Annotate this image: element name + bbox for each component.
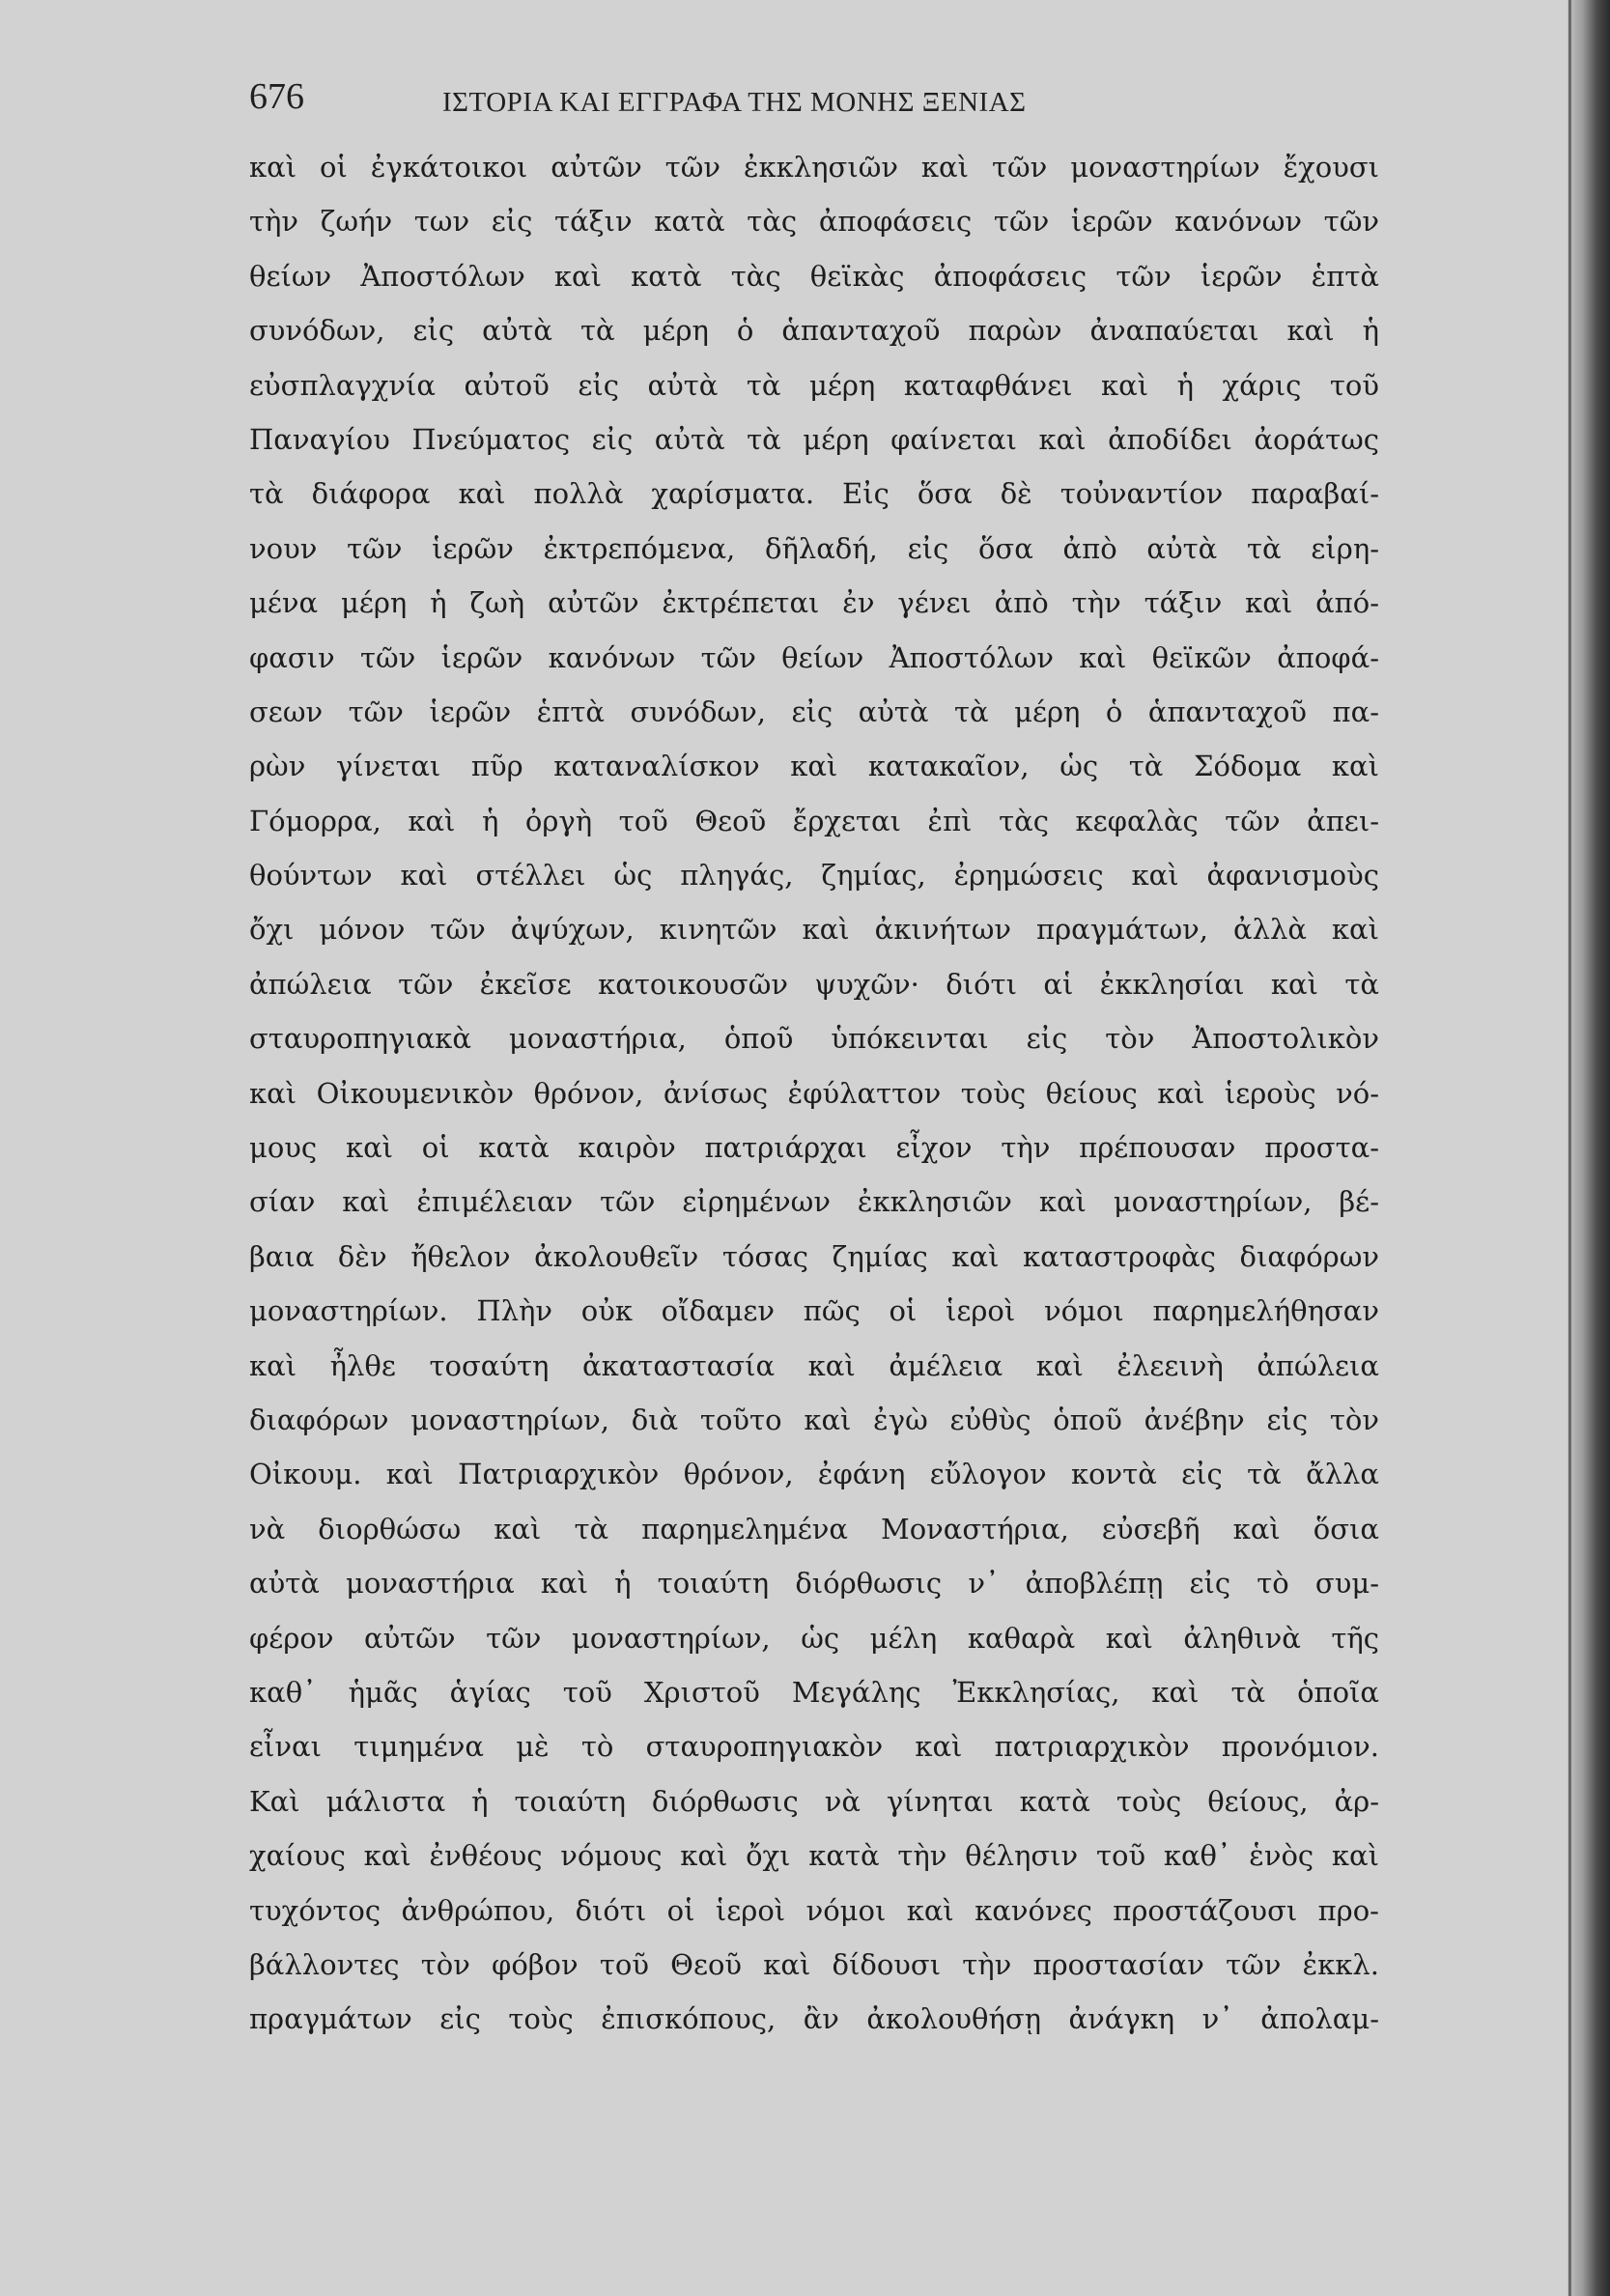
text-line: μένα μέρη ἡ ζωὴ αὐτῶν ἐκτρέπεται ἐν γένει ἀπὸ τὴν τάξιν καὶ ἀπό- <box>249 586 1379 620</box>
text-line: ἀπώλεια τῶν ἐκεῖσε κατοικουσῶν ψυχῶν· διότι αἱ ἐκκλησίαι καὶ τὰ <box>249 967 1379 1001</box>
text-line: θείων Ἀποστόλων καὶ κατὰ τὰς θεϊκὰς ἀποφάσεις τῶν ἱερῶν ἑπτὰ <box>249 259 1379 293</box>
text-line: νουν τῶν ἱερῶν ἐκτρεπόμενα, δῆλαδή, εἰς ὅσα ἀπὸ αὐτὰ τὰ εἰρη- <box>249 531 1379 565</box>
text-line: βαια δὲν ἤθελον ἀκολουθεῖν τόσας ζημίας καὶ καταστροφὰς διαφόρων <box>249 1239 1379 1273</box>
text-line: ὄχι μόνον τῶν ἀψύχων, κινητῶν καὶ ἀκινήτων πραγμάτων, ἀλλὰ καὶ <box>249 913 1379 947</box>
page-header <box>249 68 1379 126</box>
text-line: καθ᾽ ἡμᾶς ἁγίας τοῦ Χριστοῦ Μεγάλης Ἐκκλησίας, καὶ τὰ ὁποῖα <box>249 1675 1379 1709</box>
text-line: σταυροπηγιακὰ μοναστήρια, ὁποῦ ὑπόκεινται εἰς τὸν Ἀποστολικὸν <box>249 1022 1379 1056</box>
text-line: καὶ ἦλθε τοσαύτη ἀκαταστασία καὶ ἀμέλεια καὶ ἐλεεινὴ ἀπώλεια <box>249 1348 1379 1382</box>
text-line: σίαν καὶ ἐπιμέλειαν τῶν εἰρημένων ἐκκλησιῶν καὶ μοναστηρίων, βέ- <box>249 1185 1379 1219</box>
page-number: 676 <box>249 76 304 117</box>
running-title: ΙΣΤΟΡΙΑ ΚΑΙ ΕΓΓΡΑΦΑ ΤΗΣ ΜΟΝΗΣ ΞΕΝΙΑΣ <box>442 87 1027 118</box>
text-line: τὰ διάφορα καὶ πολλὰ χαρίσματα. Εἰς ὅσα δὲ τοὐναντίον παραβαί- <box>249 477 1379 511</box>
text-line: μοναστηρίων. Πλὴν οὐκ οἴδαμεν πῶς οἱ ἱεροὶ νόμοι παρημελήθησαν <box>249 1294 1379 1328</box>
text-line: Καὶ μάλιστα ἡ τοιαύτη διόρθωσις νὰ γίνηται κατὰ τοὺς θείους, ἀρ- <box>249 1784 1379 1818</box>
page-edge-line <box>1568 0 1571 2296</box>
text-line: τὴν ζωήν των εἰς τάξιν κατὰ τὰς ἀποφάσεις τῶν ἱερῶν κανόνων τῶν <box>249 205 1379 239</box>
text-line: φασιν τῶν ἱερῶν κανόνων τῶν θείων Ἀποστόλων καὶ θεϊκῶν ἀποφά- <box>249 640 1379 674</box>
text-line: Γόμορρα, καὶ ἡ ὀργὴ τοῦ Θεοῦ ἔρχεται ἐπὶ τὰς κεφαλὰς τῶν ἀπει- <box>249 804 1379 837</box>
text-line: συνόδων, εἰς αὐτὰ τὰ μέρη ὁ ἁπανταχοῦ παρὼν ἀναπαύεται καὶ ἡ <box>249 314 1379 348</box>
text-line: Οἰκουμ. καὶ Πατριαρχικὸν θρόνον, ἐφάνη εὔλογον κοντὰ εἰς τὰ ἄλλα <box>249 1458 1379 1491</box>
text-line: μους καὶ οἱ κατὰ καιρὸν πατριάρχαι εἶχον τὴν πρέπουσαν προστα- <box>249 1131 1379 1165</box>
text-line: ρὼν γίνεται πῦρ καταναλίσκον καὶ κατακαῖον, ὡς τὰ Σόδομα καὶ <box>249 750 1379 783</box>
text-line: εἶναι τιμημένα μὲ τὸ σταυροπηγιακὸν καὶ πατριαρχικὸν προνόμιον. <box>249 1730 1379 1764</box>
text-line: πραγμάτων εἰς τοὺς ἐπισκόπους, ἂν ἀκολουθήσῃ ἀνάγκη ν᾽ ἀπολαμ- <box>249 2002 1379 2036</box>
page-gutter-shadow <box>1568 0 1610 2296</box>
text-line: καὶ οἱ ἐγκάτοικοι αὐτῶν τῶν ἐκκλησιῶν καὶ τῶν μοναστηρίων ἔχουσι <box>249 151 1379 184</box>
text-line: χαίους καὶ ἐνθέους νόμους καὶ ὄχι κατὰ τὴν θέλησιν τοῦ καθ᾽ ἑνὸς καὶ <box>249 1839 1379 1873</box>
text-line: σεων τῶν ἱερῶν ἑπτὰ συνόδων, εἰς αὐτὰ τὰ μέρη ὁ ἁπανταχοῦ πα- <box>249 694 1379 728</box>
text-line: βάλλοντες τὸν φόβον τοῦ Θεοῦ καὶ δίδουσι τὴν προστασίαν τῶν ἐκκλ. <box>249 1947 1379 1981</box>
text-line: θούντων καὶ στέλλει ὡς πληγάς, ζημίας, ἐρημώσεις καὶ ἀφανισμοὺς <box>249 859 1379 893</box>
text-line: φέρον αὐτῶν τῶν μοναστηρίων, ὡς μέλη καθαρὰ καὶ ἀληθινὰ τῆς <box>249 1621 1379 1655</box>
text-line: εὐσπλαγχνία αὐτοῦ εἰς αὐτὰ τὰ μέρη καταφθάνει καὶ ἡ χάρις τοῦ <box>249 368 1379 402</box>
text-line: διαφόρων μοναστηρίων, διὰ τοῦτο καὶ ἐγὼ εὐθὺς ὁποῦ ἀνέβην εἰς τὸν <box>249 1403 1379 1436</box>
text-line: καὶ Οἰκουμενικὸν θρόνον, ἀνίσως ἐφύλαττον τοὺς θείους καὶ ἱεροὺς νό- <box>249 1076 1379 1110</box>
body-text <box>249 140 1379 2047</box>
text-line: Παναγίου Πνεύματος εἰς αὐτὰ τὰ μέρη φαίνεται καὶ ἀποδίδει ἀοράτως <box>249 422 1379 456</box>
text-line: αὐτὰ μοναστήρια καὶ ἡ τοιαύτη διόρθωσις ν᾽ ἀποβλέπῃ εἰς τὸ συμ- <box>249 1567 1379 1601</box>
text-line: νὰ διορθώσω καὶ τὰ παρημελημένα Μοναστήρια, εὐσεβῆ καὶ ὅσια <box>249 1512 1379 1545</box>
text-line: τυχόντος ἀνθρώπου, διότι οἱ ἱεροὶ νόμοι καὶ κανόνες προστάζουσι προ- <box>249 1893 1379 1927</box>
